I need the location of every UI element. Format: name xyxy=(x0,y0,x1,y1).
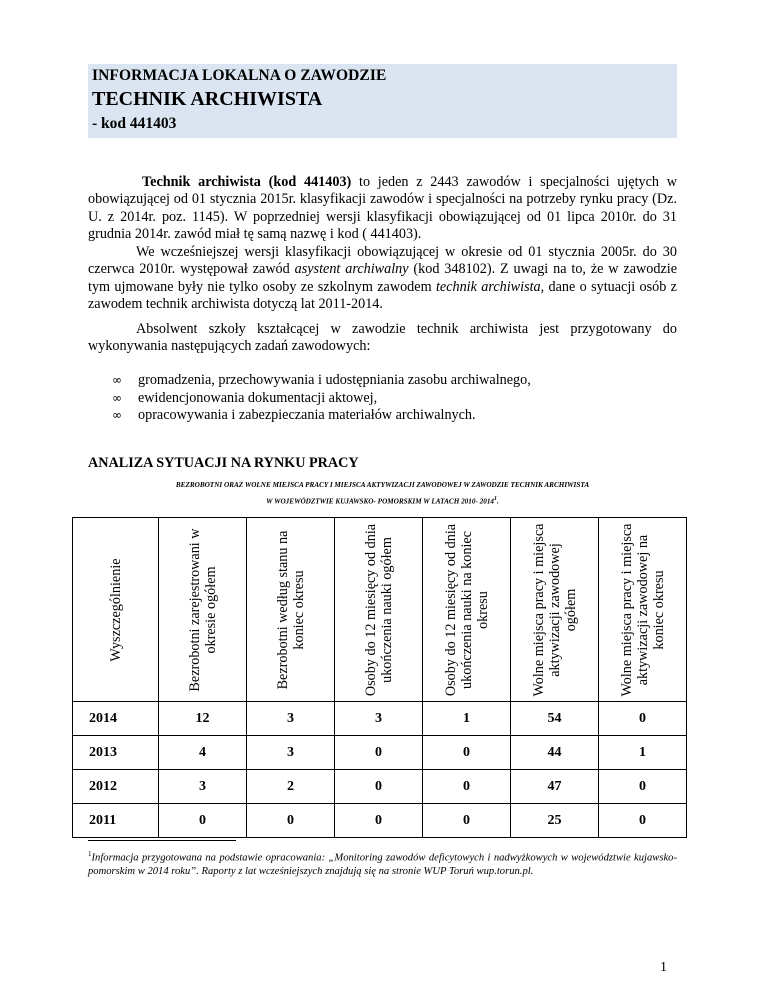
intro-p2-text-b: (kod 348102). Z uwagi na to, że w zawodzie tym ujmowane były nie tylko osoby ze szkolnym zawodem xyxy=(88,261,677,295)
column-header xyxy=(247,518,335,702)
column-header-label: Bezrobotni według stanu na koniec okresu xyxy=(274,530,307,689)
infinity-bullet-icon: ∞ xyxy=(112,390,122,405)
infinity-bullet-icon: ∞ xyxy=(112,408,122,423)
unemployment-table xyxy=(72,517,687,838)
table-title-text: W WOJEWÓDZTWIE KUJAWSKO- POMORSKIM W LATACH 2010- 2014 xyxy=(266,497,495,506)
table-cell: 3 xyxy=(247,736,335,770)
footnote-text: Informacja przygotowana na podstawie opracowania: „Monitoring zawodów deficytowych i nadwyżkowych w województwie kujawsko-pomorskim w 2014 roku”. Raporty z lat wcześniejszych znajdują się na stronie WUP Toruń wup.torun.pl. xyxy=(88,852,677,877)
table-cell: 0 xyxy=(423,804,511,838)
intro-paragraph-3: Absolwent szkoły kształcącej w zawodzie technik archiwista jest przygotowany do wykonywania następujących zadań zawodowych: xyxy=(88,321,677,355)
intro-paragraph-2 xyxy=(88,244,677,314)
column-header xyxy=(511,518,599,702)
table-title-line-2: W WOJEWÓDZTWIE KUJAWSKO- POMORSKIM W LATACH 2010- 2014$^1$. xyxy=(266,496,499,506)
intro-p2-text-a: We wcześniejszej wersji klasyfikacji obowiązującej w okresie od 01 stycznia 2005r. do 30 czerwca 2010r. występował zawód xyxy=(88,244,677,278)
table-cell: 0 xyxy=(423,736,511,770)
infinity-bullet-icon: ∞ xyxy=(112,373,122,387)
table-cell: 0 xyxy=(247,804,335,838)
intro-p2-italic-2: technik archiwista, xyxy=(435,278,545,295)
column-header xyxy=(335,518,423,702)
table-cell: 0 xyxy=(599,804,687,838)
table-row xyxy=(73,804,687,838)
table-cell: 0 xyxy=(599,702,687,736)
task-list xyxy=(112,372,531,425)
intro-p1-text: to jeden z 2443 zawodów i specjalności ujętych w obowiązującej od 01 stycznia 2015r. klasyfikacji zawodów i specjalności na potrzeby rynku pracy (Dz. U. z 2014r. poz. 1145). W poprzedniej wersji klasyfikacji obowiązującej od 01 lipca 2010r. do 31 grudnia 2014r. zawód miał tę samą nazwę i kod ( 441403). xyxy=(88,174,677,243)
column-header xyxy=(599,518,687,702)
intro-p2-italic-1: asystent archiwalny xyxy=(294,261,409,278)
table-cell: 3 xyxy=(159,770,247,804)
column-header-label: Osoby do 12 miesięcy od dnia ukończenia nauki ogółem xyxy=(362,523,395,696)
table-cell: 1 xyxy=(423,702,511,736)
footnote-divider xyxy=(88,840,236,841)
table-cell-year: 2014 xyxy=(73,702,159,736)
section-title: ANALIZA SYTUACJI NA RYNKU PRACY xyxy=(88,455,359,471)
table-cell-year: 2013 xyxy=(73,736,159,770)
list-item xyxy=(112,390,531,408)
intro-paragraph-1 xyxy=(88,174,677,244)
table-cell: 3 xyxy=(335,702,423,736)
footnote xyxy=(88,848,677,878)
table-cell: 0 xyxy=(335,804,423,838)
list-item xyxy=(112,372,531,390)
list-item-text: ewidencjonowania dokumentacji aktowej, xyxy=(138,389,378,406)
table-cell: 0 xyxy=(599,770,687,804)
footnote-marker: 1 xyxy=(494,496,498,502)
list-item-text: opracowywania i zabezpieczania materiałów archiwalnych. xyxy=(138,407,476,424)
list-item-text: gromadzenia, przechowywania i udostępniania zasobu archiwalnego, xyxy=(138,372,531,388)
list-item xyxy=(112,407,531,425)
column-header xyxy=(159,518,247,702)
profession-bold: Technik archiwista (kod 441403) xyxy=(142,174,352,190)
table-cell: 0 xyxy=(423,770,511,804)
column-header-label: Wyszczególnienie xyxy=(107,557,124,662)
table-cell: 54 xyxy=(511,702,599,736)
column-header-label: Bezrobotni zarejestrowani w okresie ogółem xyxy=(186,527,219,692)
column-header-label: Wolne miejsca pracy i miejsca aktywizacji zawodowej na koniec okresu xyxy=(618,523,667,696)
heading-code: - kod 441403 xyxy=(92,115,177,132)
column-header-label: Wolne miejsca pracy i miejsca aktywizacji zawodowej ogółem xyxy=(530,523,579,696)
table-cell: 47 xyxy=(511,770,599,804)
footnote-number: 1 xyxy=(88,850,92,858)
table-header-row xyxy=(73,518,687,702)
table-cell: 0 xyxy=(335,736,423,770)
column-header xyxy=(423,518,511,702)
table-cell: 2 xyxy=(247,770,335,804)
table-cell: 3 xyxy=(247,702,335,736)
table-cell-year: 2011 xyxy=(73,804,159,838)
column-header xyxy=(73,518,159,702)
table-cell: 0 xyxy=(335,770,423,804)
intro-p2-text-c: dane o sytuacji osób z zawodem technik archiwista dotyczą lat 2011-2014. xyxy=(88,278,677,313)
table-cell: 4 xyxy=(159,736,247,770)
table-title-line-1: BEZROBOTNI ORAZ WOLNE MIEJSCA PRACY I MIEJSCA AKTYWIZACJI ZAWODOWEJ W ZAWODZIE TECHNIK ARCHIWISTA xyxy=(175,481,590,489)
table-cell-year: 2012 xyxy=(73,770,159,804)
table-row xyxy=(73,702,687,736)
table-cell: 25 xyxy=(511,804,599,838)
column-header-label: Osoby do 12 miesięcy od dnia ukończenia nauki na koniec okresu xyxy=(442,523,491,696)
table-cell: 12 xyxy=(159,702,247,736)
table-cell: 1 xyxy=(599,736,687,770)
page-number: 1 xyxy=(660,960,667,975)
table-cell: 0 xyxy=(159,804,247,838)
table-cell: 44 xyxy=(511,736,599,770)
table-row xyxy=(73,770,687,804)
table-row xyxy=(73,736,687,770)
heading-profession: TECHNIK ARCHIWISTA xyxy=(92,88,323,110)
heading-info: INFORMACJA LOKALNA O ZAWODZIE xyxy=(92,67,387,84)
